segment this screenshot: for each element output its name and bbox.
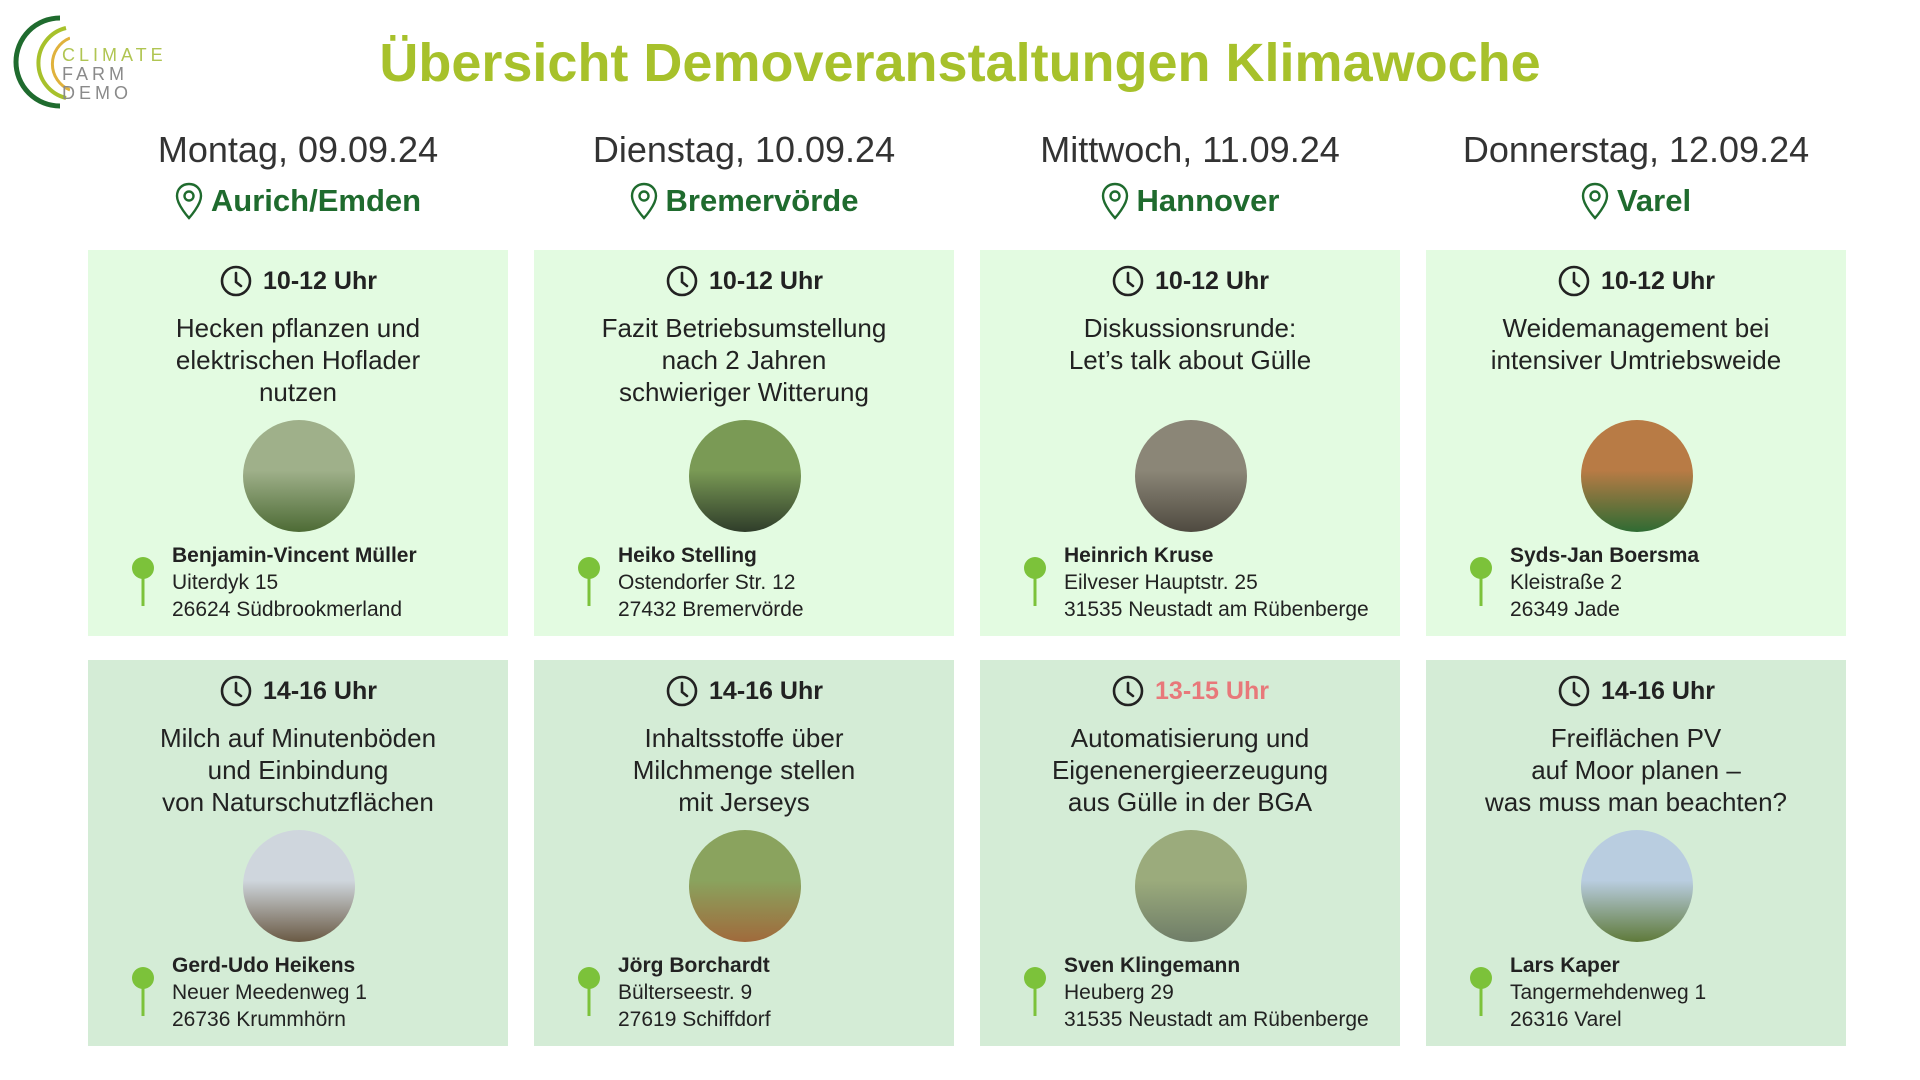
host-name: Jörg Borchardt bbox=[618, 954, 770, 977]
clock-icon bbox=[1557, 674, 1591, 708]
event-time bbox=[534, 674, 954, 708]
host-city: 26624 Südbrookmerland bbox=[172, 598, 402, 621]
clock-icon bbox=[1111, 264, 1145, 298]
host-street: Tangermehdenweg 1 bbox=[1510, 981, 1707, 1004]
event-time bbox=[980, 264, 1400, 298]
host-city: 27619 Schiffdorf bbox=[618, 1008, 771, 1031]
event-address bbox=[576, 952, 771, 1033]
day-location bbox=[980, 182, 1400, 220]
event-time bbox=[88, 674, 508, 708]
solar-field-photo bbox=[1581, 830, 1693, 942]
event-address bbox=[1468, 542, 1699, 623]
event-address bbox=[130, 542, 417, 623]
event-time-label: 10-12 Uhr bbox=[263, 266, 377, 295]
aerial-farm-photo bbox=[1135, 830, 1247, 942]
event-topic: Hecken pflanzen und elektrischen Hoflader nutzen bbox=[175, 313, 421, 407]
location-label: Bremervörde bbox=[665, 183, 859, 218]
map-pin-icon bbox=[576, 966, 602, 1018]
logo-line-2: FARM bbox=[62, 64, 129, 84]
location-pin-icon bbox=[175, 182, 203, 220]
jersey-cows-photo bbox=[689, 830, 801, 942]
event-time bbox=[88, 264, 508, 298]
host-street: Ostendorfer Str. 12 bbox=[618, 571, 796, 594]
host-name: Sven Klingemann bbox=[1064, 954, 1241, 977]
event-address bbox=[1022, 952, 1369, 1033]
host-name: Lars Kaper bbox=[1510, 954, 1620, 977]
host-city: 31535 Neustadt am Rübenberge bbox=[1064, 1008, 1369, 1031]
slurry-floor-photo bbox=[1135, 420, 1247, 532]
event-time-label: 14-16 Uhr bbox=[1601, 676, 1715, 705]
event-time-label: 10-12 Uhr bbox=[1155, 266, 1269, 295]
location-label: Aurich/Emden bbox=[210, 183, 422, 218]
farmer-with-cattle-photo bbox=[1581, 420, 1693, 532]
event-card bbox=[980, 250, 1400, 636]
day-date: Mittwoch, 11.09.24 bbox=[1040, 129, 1340, 170]
day-header bbox=[1426, 128, 1846, 220]
event-time bbox=[1426, 264, 1846, 298]
map-pin-icon bbox=[1468, 966, 1494, 1018]
event-card bbox=[88, 250, 508, 636]
event-card bbox=[534, 250, 954, 636]
event-address bbox=[1468, 952, 1706, 1033]
event-topic: Weidemanagement bei intensiver Umtriebsweide bbox=[1490, 313, 1782, 375]
event-time-label: 14-16 Uhr bbox=[709, 676, 823, 705]
host-name: Gerd-Udo Heikens bbox=[172, 954, 356, 977]
event-card bbox=[534, 660, 954, 1046]
event-time-label: 14-16 Uhr bbox=[263, 676, 377, 705]
event-topic: Fazit Betriebsumstellung nach 2 Jahren schwieriger Witterung bbox=[601, 313, 887, 407]
day-location bbox=[88, 182, 508, 220]
host-city: 27432 Bremervörde bbox=[618, 598, 804, 621]
host-street: Heuberg 29 bbox=[1064, 981, 1174, 1004]
event-time bbox=[1426, 674, 1846, 708]
clock-icon bbox=[665, 674, 699, 708]
day-date: Donnerstag, 12.09.24 bbox=[1462, 129, 1810, 170]
event-topic: Automatisierung und Eigenenergieerzeugung aus Gülle in der BGA bbox=[1051, 723, 1329, 817]
barn-photo bbox=[243, 830, 355, 942]
clock-icon bbox=[219, 264, 253, 298]
host-name: Heiko Stelling bbox=[618, 544, 757, 567]
clock-icon bbox=[1557, 264, 1591, 298]
location-label: Varel bbox=[1616, 183, 1692, 218]
map-pin-icon bbox=[1468, 556, 1494, 608]
day-date: Montag, 09.09.24 bbox=[157, 129, 439, 170]
day-location bbox=[1426, 182, 1846, 220]
event-address bbox=[1022, 542, 1369, 623]
event-time-label: 13-15 Uhr bbox=[1155, 676, 1269, 705]
day-header bbox=[980, 128, 1400, 220]
host-name: Benjamin-Vincent Müller bbox=[172, 544, 417, 567]
host-city: 31535 Neustadt am Rübenberge bbox=[1064, 598, 1369, 621]
event-card bbox=[980, 660, 1400, 1046]
host-city: 26736 Krummhörn bbox=[172, 1008, 346, 1031]
event-time-label: 10-12 Uhr bbox=[1601, 266, 1715, 295]
host-street: Uiterdyk 15 bbox=[172, 571, 279, 594]
location-pin-icon bbox=[1101, 182, 1129, 220]
cows-farmer-photo bbox=[689, 420, 801, 532]
event-card bbox=[1426, 250, 1846, 636]
event-card bbox=[1426, 660, 1846, 1046]
map-pin-icon bbox=[1022, 966, 1048, 1018]
event-time bbox=[980, 674, 1400, 708]
host-city: 26316 Varel bbox=[1510, 1008, 1622, 1031]
day-date: Dienstag, 10.09.24 bbox=[592, 129, 896, 170]
clock-icon bbox=[1111, 674, 1145, 708]
event-topic: Freiflächen PV auf Moor planen – was muss man beachten? bbox=[1484, 723, 1788, 817]
event-address bbox=[130, 952, 367, 1033]
host-street: Kleistraße 2 bbox=[1510, 571, 1623, 594]
host-street: Eilveser Hauptstr. 25 bbox=[1064, 571, 1258, 594]
logo-line-1: CLIMATE bbox=[62, 45, 167, 65]
page-title: Übersicht Demoveranstaltungen Klimawoche bbox=[379, 33, 1541, 93]
map-pin-icon bbox=[1022, 556, 1048, 608]
day-header bbox=[534, 128, 954, 220]
day-header bbox=[88, 128, 508, 220]
day-location bbox=[534, 182, 954, 220]
event-topic: Milch auf Minutenböden und Einbindung von Naturschutzflächen bbox=[159, 723, 437, 817]
map-pin-icon bbox=[130, 556, 156, 608]
host-name: Syds-Jan Boersma bbox=[1510, 544, 1700, 567]
location-pin-icon bbox=[630, 182, 658, 220]
host-city: 26349 Jade bbox=[1510, 598, 1620, 621]
host-street: Neuer Meedenweg 1 bbox=[172, 981, 367, 1004]
event-time-label: 10-12 Uhr bbox=[709, 266, 823, 295]
farmer-in-field-photo bbox=[243, 420, 355, 532]
map-pin-icon bbox=[130, 966, 156, 1018]
clock-icon bbox=[219, 674, 253, 708]
event-time bbox=[534, 264, 954, 298]
host-street: Bülterseestr. 9 bbox=[618, 981, 753, 1004]
logo-line-3: DEMO bbox=[62, 83, 132, 103]
host-name: Heinrich Kruse bbox=[1064, 544, 1214, 567]
location-pin-icon bbox=[1581, 182, 1609, 220]
event-topic: Inhaltsstoffe über Milchmenge stellen mit Jerseys bbox=[632, 723, 856, 817]
event-topic: Diskussionsrunde: Let’s talk about Gülle bbox=[1068, 313, 1312, 375]
event-card bbox=[88, 660, 508, 1046]
clock-icon bbox=[665, 264, 699, 298]
map-pin-icon bbox=[576, 556, 602, 608]
location-label: Hannover bbox=[1136, 183, 1280, 218]
event-address bbox=[576, 542, 804, 623]
